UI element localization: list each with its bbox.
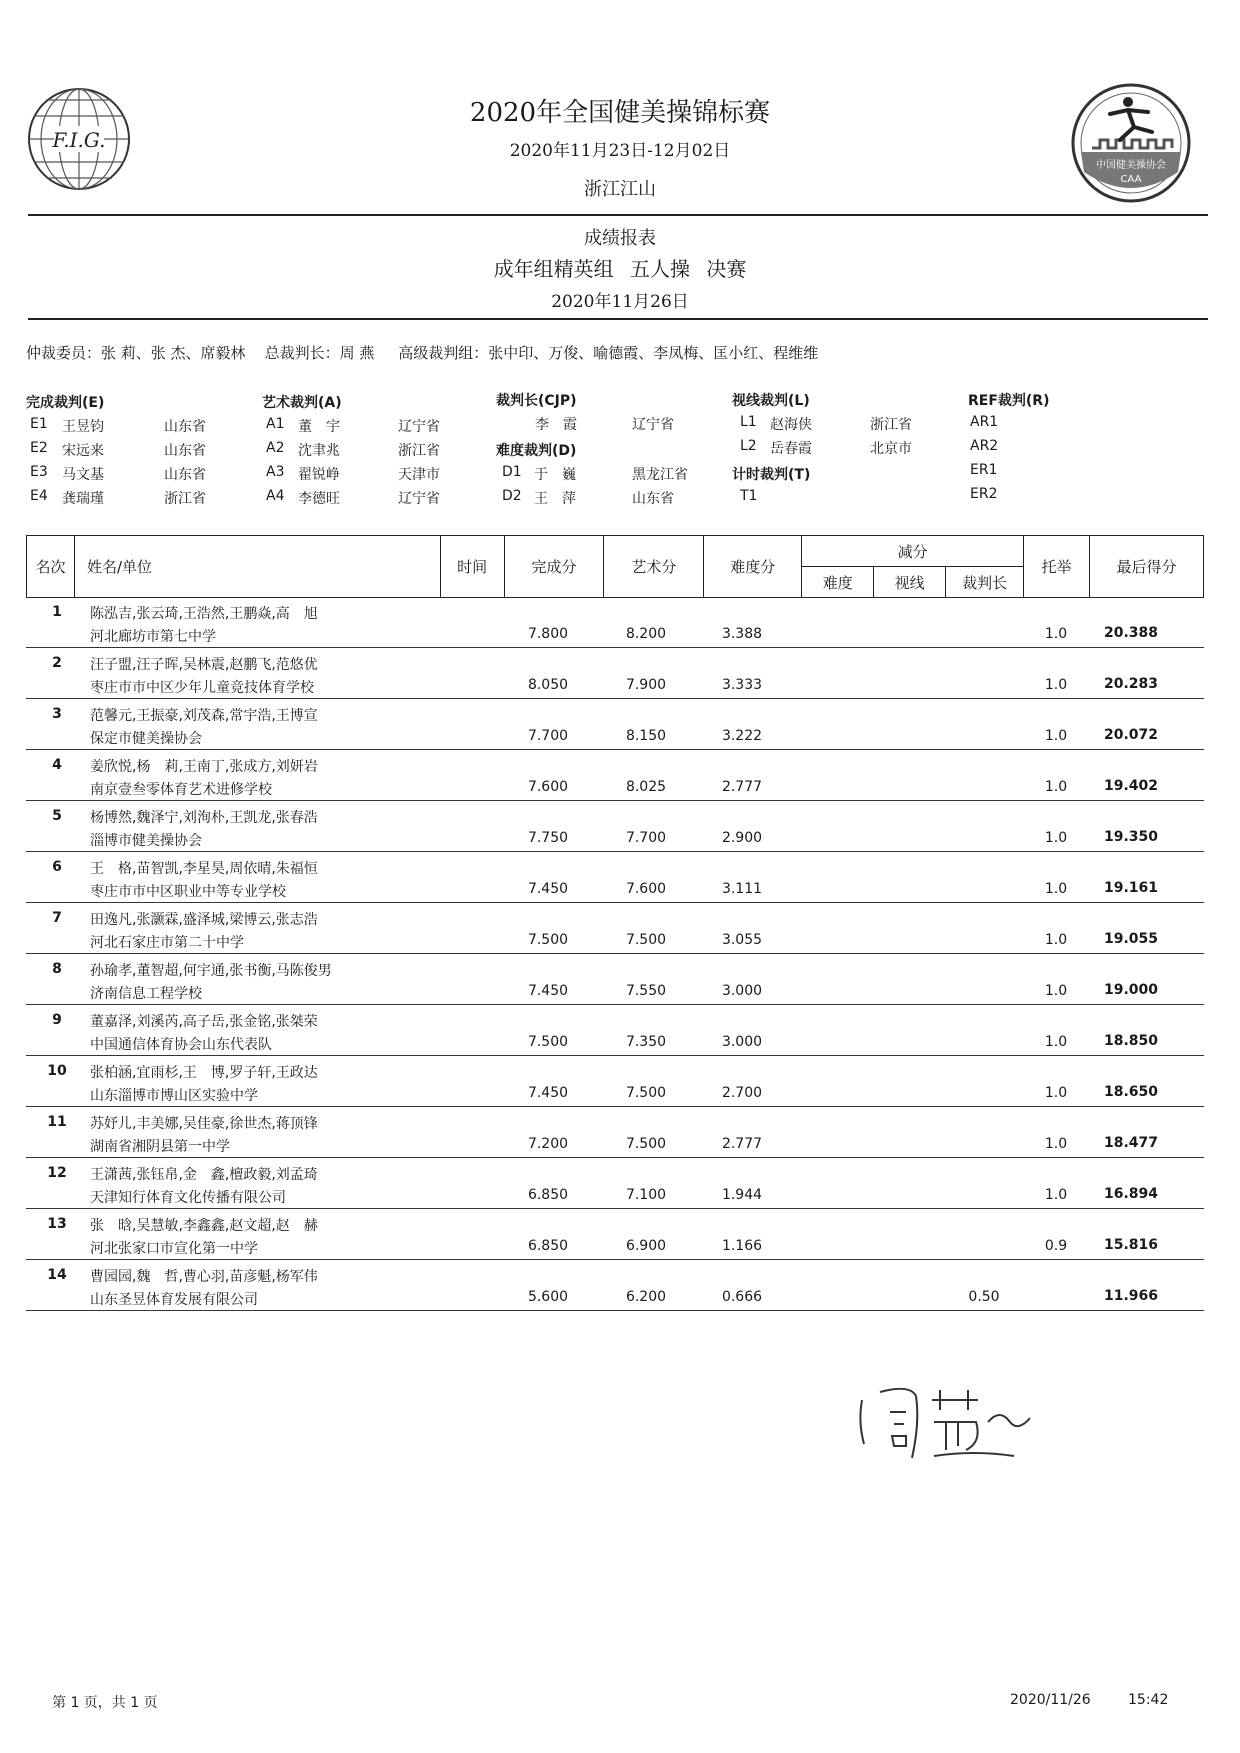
col-ded-cjp: 裁判长 xyxy=(946,567,1024,598)
row-team: 中国通信体育协会山东代表队 xyxy=(90,1037,272,1053)
row-art-score: 8.150 xyxy=(625,728,667,744)
row-art-score: 7.900 xyxy=(625,677,667,693)
row-team: 河北石家庄市第二十中学 xyxy=(90,935,244,951)
row-final-score: 19.350 xyxy=(1103,829,1159,845)
row-art-score: 7.500 xyxy=(625,932,667,948)
row-lift: 1.0 xyxy=(1044,1136,1068,1152)
row-rank: 2 xyxy=(52,655,62,671)
row-athletes: 陈泓吉,张云琦,王浩然,王鹏焱,高 旭 xyxy=(90,606,318,622)
signature xyxy=(850,1372,1040,1464)
time-judge-code: T1 xyxy=(740,488,758,504)
row-final-score: 19.402 xyxy=(1103,778,1159,794)
row-diff-score: 2.777 xyxy=(721,1136,763,1152)
row-diff-score: 2.900 xyxy=(721,830,763,846)
row-final-score: 16.894 xyxy=(1103,1186,1159,1202)
row-art-score: 8.025 xyxy=(625,779,667,795)
row-exec-score: 7.750 xyxy=(527,830,569,846)
row-rank: 11 xyxy=(47,1114,67,1130)
table-row xyxy=(26,1158,1204,1209)
row-lift: 1.0 xyxy=(1044,677,1068,693)
row-exec-score: 7.800 xyxy=(527,626,569,642)
col-time: 时间 xyxy=(440,536,504,598)
report-event: 成年组精英组 五人操 决赛 xyxy=(493,257,747,281)
row-athletes: 范馨元,王振豪,刘茂森,常宇浩,王博宣 xyxy=(90,708,318,724)
table-row xyxy=(26,648,1204,699)
row-diff-score: 2.777 xyxy=(721,779,763,795)
row-athletes: 孙瑜孝,董智超,何宇通,张书衡,马陈俊男 xyxy=(90,963,332,979)
table-row xyxy=(26,597,1204,648)
row-team: 天津知行体育文化传播有限公司 xyxy=(90,1190,286,1206)
print-time: 15:42 xyxy=(1128,1692,1169,1708)
row-final-score: 19.161 xyxy=(1103,880,1159,896)
row-final-score: 11.966 xyxy=(1103,1288,1159,1304)
event-location: 浙江江山 xyxy=(584,179,656,200)
col-deductions: 减分 xyxy=(802,536,1024,567)
row-team: 淄博市健美操协会 xyxy=(90,833,202,849)
row-lift: 1.0 xyxy=(1044,1034,1068,1050)
row-athletes: 王潇茜,张钰帛,金 鑫,檀政毅,刘孟琦 xyxy=(90,1167,318,1183)
col-final: 最后得分 xyxy=(1090,536,1204,598)
table-row xyxy=(26,1056,1204,1107)
row-athletes: 张 晗,吴慧敏,李鑫鑫,赵文超,赵 赫 xyxy=(90,1218,318,1234)
svg-text:F.I.G.: F.I.G. xyxy=(52,128,106,152)
col-lift: 托举 xyxy=(1024,536,1090,598)
row-art-score: 7.700 xyxy=(625,830,667,846)
row-diff-score: 3.222 xyxy=(721,728,763,744)
event-title: 2020年全国健美操锦标赛 xyxy=(469,98,771,128)
table-row xyxy=(26,954,1204,1005)
col-name: 姓名/单位 xyxy=(74,536,440,598)
results-table-header xyxy=(26,535,1204,598)
row-diff-score: 3.333 xyxy=(721,677,763,693)
row-art-score: 8.200 xyxy=(625,626,667,642)
row-diff-score: 1.166 xyxy=(721,1238,763,1254)
cjp-prov: 辽宁省 xyxy=(632,417,674,433)
row-rank: 10 xyxy=(47,1063,67,1079)
row-rank: 6 xyxy=(52,859,62,875)
officials-line: 仲裁委员：张 莉、张 杰、席毅林 总裁判长：周 燕 高级裁判组：张中印、万俊、喻德霞、李凤梅、匡小红、程维维 xyxy=(26,344,819,362)
col-diff: 难度分 xyxy=(704,536,802,598)
row-cjp-deduction: 0.50 xyxy=(968,1289,1000,1305)
row-exec-score: 7.450 xyxy=(527,1085,569,1101)
table-row xyxy=(26,1260,1204,1311)
row-exec-score: 8.050 xyxy=(527,677,569,693)
row-athletes: 田逸凡,张灏霖,盛泽城,梁博云,张志浩 xyxy=(90,912,318,928)
table-row xyxy=(26,1107,1204,1158)
row-team: 河北廊坊市第七中学 xyxy=(90,629,216,645)
cjp-name: 李 霞 xyxy=(535,417,577,433)
row-lift: 1.0 xyxy=(1044,983,1068,999)
ref-judges-title: REF裁判(R) xyxy=(968,393,1050,409)
row-exec-score: 7.450 xyxy=(527,983,569,999)
ref-judge-2: AR2 xyxy=(970,438,999,454)
row-team: 保定市健美操协会 xyxy=(90,731,202,747)
row-final-score: 18.477 xyxy=(1103,1135,1159,1151)
row-athletes: 王 格,苗智凯,李星昊,周依晴,朱福恒 xyxy=(90,861,318,877)
row-athletes: 杨博然,魏泽宁,刘洵朴,王凯龙,张春浩 xyxy=(90,810,318,826)
time-judges-title: 计时裁判(T) xyxy=(732,467,811,483)
row-team: 湖南省湘阴县第一中学 xyxy=(90,1139,230,1155)
col-exec: 完成分 xyxy=(504,536,604,598)
row-lift: 1.0 xyxy=(1044,1187,1068,1203)
row-lift: 1.0 xyxy=(1044,932,1068,948)
row-diff-score: 3.055 xyxy=(721,932,763,948)
row-art-score: 6.200 xyxy=(625,1289,667,1305)
row-lift: 1.0 xyxy=(1044,779,1068,795)
row-athletes: 董嘉泽,刘溪芮,高子岳,张金铭,张桀荣 xyxy=(90,1014,318,1030)
col-art: 艺术分 xyxy=(604,536,704,598)
row-lift: 1.0 xyxy=(1044,626,1068,642)
row-exec-score: 5.600 xyxy=(527,1289,569,1305)
row-final-score: 18.850 xyxy=(1103,1033,1159,1049)
row-team: 济南信息工程学校 xyxy=(90,986,202,1002)
row-diff-score: 2.700 xyxy=(721,1085,763,1101)
cjp-title: 裁判长(CJP) xyxy=(496,393,577,409)
row-athletes: 苏妤儿,丰美娜,吴佳豪,徐世杰,蒋顶锋 xyxy=(90,1116,318,1132)
row-diff-score: 3.388 xyxy=(721,626,763,642)
row-final-score: 18.650 xyxy=(1103,1084,1159,1100)
row-team: 枣庄市市中区职业中等专业学校 xyxy=(90,884,286,900)
event-dates: 2020年11月23日-12月02日 xyxy=(509,141,731,161)
row-lift: 1.0 xyxy=(1044,830,1068,846)
row-lift: 1.0 xyxy=(1044,1085,1068,1101)
row-rank: 1 xyxy=(52,604,62,620)
row-final-score: 19.055 xyxy=(1103,931,1159,947)
table-row xyxy=(26,699,1204,750)
row-rank: 4 xyxy=(52,757,62,773)
row-final-score: 20.072 xyxy=(1103,727,1159,743)
row-art-score: 7.600 xyxy=(625,881,667,897)
row-athletes: 张柏涵,宜雨杉,王 博,罗子轩,王政达 xyxy=(90,1065,318,1081)
row-diff-score: 3.000 xyxy=(721,1034,763,1050)
ref-judge-3: ER1 xyxy=(970,462,998,478)
report-date: 2020年11月26日 xyxy=(551,292,689,312)
row-diff-score: 1.944 xyxy=(721,1187,763,1203)
table-row xyxy=(26,1209,1204,1260)
row-exec-score: 7.450 xyxy=(527,881,569,897)
row-final-score: 19.000 xyxy=(1103,982,1159,998)
row-diff-score: 0.666 xyxy=(721,1289,763,1305)
row-rank: 3 xyxy=(52,706,62,722)
diff-judges-title: 难度裁判(D) xyxy=(496,443,577,459)
col-ded-line: 视线 xyxy=(874,567,946,598)
row-rank: 13 xyxy=(47,1216,67,1232)
row-final-score: 20.283 xyxy=(1103,676,1159,692)
row-team: 南京壹叁零体育艺术进修学校 xyxy=(90,782,272,798)
row-art-score: 6.900 xyxy=(625,1238,667,1254)
row-diff-score: 3.111 xyxy=(721,881,763,897)
table-row xyxy=(26,903,1204,954)
row-exec-score: 7.500 xyxy=(527,1034,569,1050)
row-athletes: 汪子盟,汪子晖,吴林震,赵鹏飞,范悠优 xyxy=(90,657,318,673)
col-rank: 名次 xyxy=(27,536,75,598)
exec-judges-title: 完成裁判(E) xyxy=(26,395,105,411)
row-exec-score: 6.850 xyxy=(527,1187,569,1203)
svg-text:CAA: CAA xyxy=(1120,174,1142,185)
row-exec-score: 7.600 xyxy=(527,779,569,795)
col-ded-diff: 难度 xyxy=(802,567,874,598)
row-art-score: 7.500 xyxy=(625,1085,667,1101)
row-exec-score: 6.850 xyxy=(527,1238,569,1254)
table-row xyxy=(26,801,1204,852)
row-exec-score: 7.700 xyxy=(527,728,569,744)
row-rank: 5 xyxy=(52,808,62,824)
svg-text:中国健美操协会: 中国健美操协会 xyxy=(1096,160,1166,171)
row-art-score: 7.550 xyxy=(625,983,667,999)
art-judges-title: 艺术裁判(A) xyxy=(262,395,342,411)
row-team: 枣庄市市中区少年儿童竞技体育学校 xyxy=(90,680,314,696)
table-row xyxy=(26,1005,1204,1056)
row-diff-score: 3.000 xyxy=(721,983,763,999)
row-team: 山东圣昱体育发展有限公司 xyxy=(90,1292,258,1308)
page-info: 第 1 页，共 1 页 xyxy=(52,1695,158,1711)
row-rank: 9 xyxy=(52,1012,62,1028)
report-divider xyxy=(28,318,1208,320)
row-lift: 0.9 xyxy=(1044,1238,1068,1254)
line-judges-title: 视线裁判(L) xyxy=(732,393,810,409)
row-rank: 14 xyxy=(47,1267,67,1283)
row-rank: 12 xyxy=(47,1165,67,1181)
table-row xyxy=(26,750,1204,801)
row-athletes: 姜欣悦,杨 莉,王南丁,张成方,刘妍岩 xyxy=(90,759,318,775)
row-lift: 1.0 xyxy=(1044,881,1068,897)
row-art-score: 7.500 xyxy=(625,1136,667,1152)
ref-judge-1: AR1 xyxy=(970,414,999,430)
ref-judge-4: ER2 xyxy=(970,486,998,502)
row-rank: 7 xyxy=(52,910,62,926)
table-row xyxy=(26,852,1204,903)
row-lift: 1.0 xyxy=(1044,728,1068,744)
row-athletes: 曹园园,魏 哲,曹心羽,苗彦魁,杨军伟 xyxy=(90,1269,318,1285)
report-type: 成绩报表 xyxy=(584,228,656,249)
row-art-score: 7.100 xyxy=(625,1187,667,1203)
row-team: 山东淄博市博山区实验中学 xyxy=(90,1088,258,1104)
row-exec-score: 7.500 xyxy=(527,932,569,948)
print-date: 2020/11/26 xyxy=(1010,1692,1091,1708)
row-exec-score: 7.200 xyxy=(527,1136,569,1152)
row-final-score: 20.388 xyxy=(1103,625,1159,641)
row-final-score: 15.816 xyxy=(1103,1237,1159,1253)
row-rank: 8 xyxy=(52,961,62,977)
row-art-score: 7.350 xyxy=(625,1034,667,1050)
row-team: 河北张家口市宣化第一中学 xyxy=(90,1241,258,1257)
header-divider xyxy=(28,214,1208,216)
